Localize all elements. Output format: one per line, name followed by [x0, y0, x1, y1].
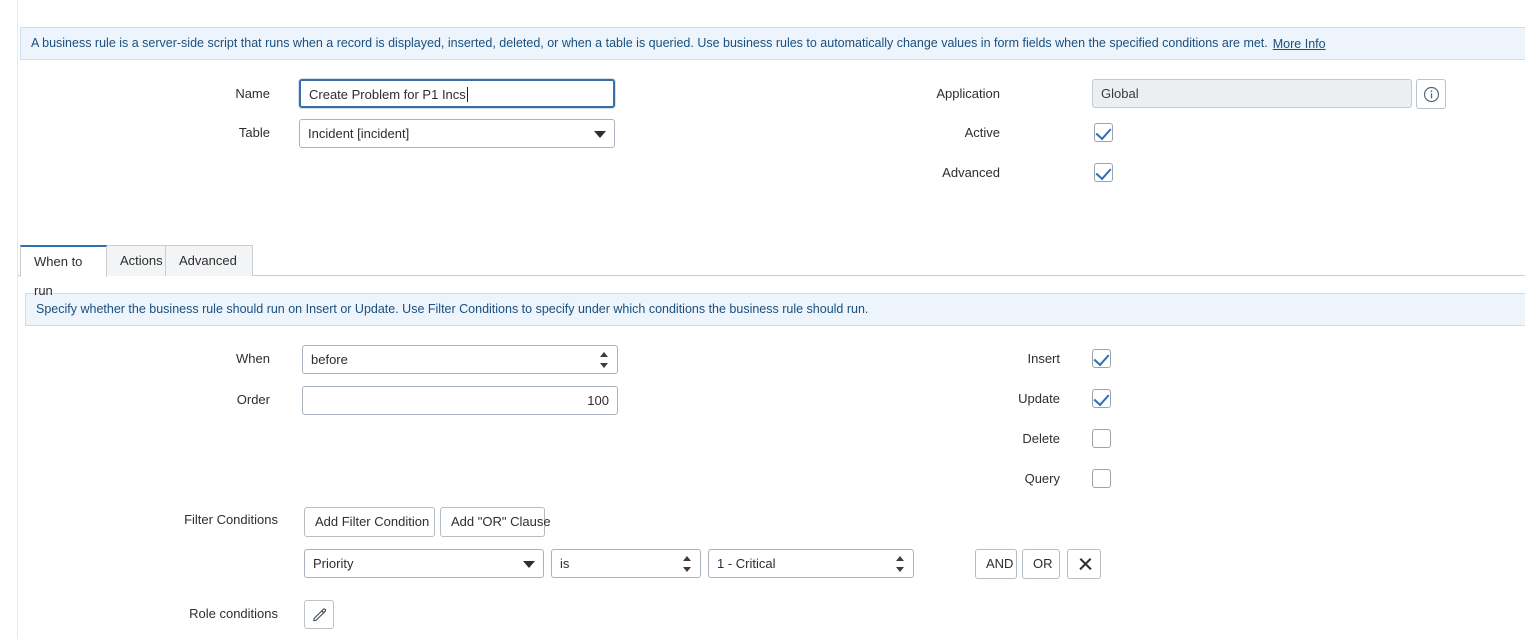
query-label: Query [1024, 471, 1060, 486]
business-rule-info-text: A business rule is a server-side script that runs when a record is displayed, inserted, deleted, or when a table is queried. Use business rules to automatically change values in form fields when the specified conditions are met. [31, 36, 1268, 51]
condition-field-select[interactable] [304, 549, 544, 578]
tab-actions-label: Actions [120, 253, 163, 268]
chevron-down-icon [594, 131, 606, 138]
insert-checkbox[interactable] [1092, 349, 1111, 368]
condition-remove-button[interactable] [1067, 549, 1101, 579]
spinner-arrows-icon [683, 556, 692, 572]
condition-operator-value: is [560, 556, 570, 571]
application-info-button[interactable] [1416, 79, 1446, 109]
condition-operator-select[interactable] [551, 549, 701, 578]
spinner-arrows-icon [600, 352, 609, 368]
when-label: When [236, 351, 270, 366]
name-input[interactable]: Create Problem for P1 Incs [299, 79, 615, 108]
condition-and-button[interactable]: AND [975, 549, 1017, 579]
tab-when-to-run-label: When to run [34, 254, 83, 298]
order-label: Order [236, 392, 270, 407]
pencil-icon [312, 607, 327, 622]
active-label: Active [964, 125, 1000, 140]
name-label: Name [235, 86, 270, 101]
more-info-link[interactable]: More Info [1272, 36, 1326, 51]
table-label: Table [238, 125, 270, 140]
close-icon [1078, 557, 1090, 571]
filter-conditions-label: Filter Conditions [184, 512, 278, 527]
active-checkbox[interactable] [1094, 123, 1113, 142]
update-label: Update [1018, 391, 1060, 406]
when-select[interactable] [302, 345, 618, 374]
delete-checkbox[interactable] [1092, 429, 1111, 448]
tab-when-to-run[interactable] [20, 245, 107, 298]
add-filter-condition-button[interactable]: Add Filter Condition [304, 507, 435, 537]
tab-advanced[interactable] [165, 245, 253, 276]
application-label: Application [936, 86, 1000, 101]
application-field: Global [1092, 79, 1412, 108]
form-tabstrip [18, 245, 1525, 298]
tab-advanced-label: Advanced [179, 253, 237, 268]
when-to-run-info-banner [25, 293, 1525, 326]
condition-or-button[interactable]: OR [1022, 549, 1060, 579]
chevron-down-icon [523, 561, 535, 568]
insert-label: Insert [1027, 351, 1060, 366]
condition-value-select[interactable] [708, 549, 914, 578]
query-checkbox[interactable] [1092, 469, 1111, 488]
tab-actions[interactable] [106, 245, 166, 276]
info-icon [1423, 86, 1440, 103]
condition-value-value: 1 - Critical [717, 556, 776, 571]
when-to-run-info-text: Specify whether the business rule should run on Insert or Update. Use Filter Conditions to specify under which conditions the business rule should run. [36, 302, 869, 317]
role-conditions-edit-button[interactable] [304, 600, 334, 629]
delete-label: Delete [1022, 431, 1060, 446]
table-select-value: Incident [incident] [308, 126, 410, 141]
spinner-arrows-icon [896, 556, 905, 572]
add-or-clause-button[interactable]: Add "OR" Clause [440, 507, 545, 537]
order-input[interactable]: 100 [302, 386, 618, 415]
when-select-value: before [311, 352, 348, 367]
role-conditions-label: Role conditions [189, 606, 278, 621]
advanced-checkbox[interactable] [1094, 163, 1113, 182]
table-select[interactable] [299, 119, 615, 148]
update-checkbox[interactable] [1092, 389, 1111, 408]
advanced-label: Advanced [942, 165, 1000, 180]
condition-field-value: Priority [313, 556, 354, 571]
left-gutter [0, 0, 18, 639]
business-rule-info-banner [20, 27, 1525, 60]
